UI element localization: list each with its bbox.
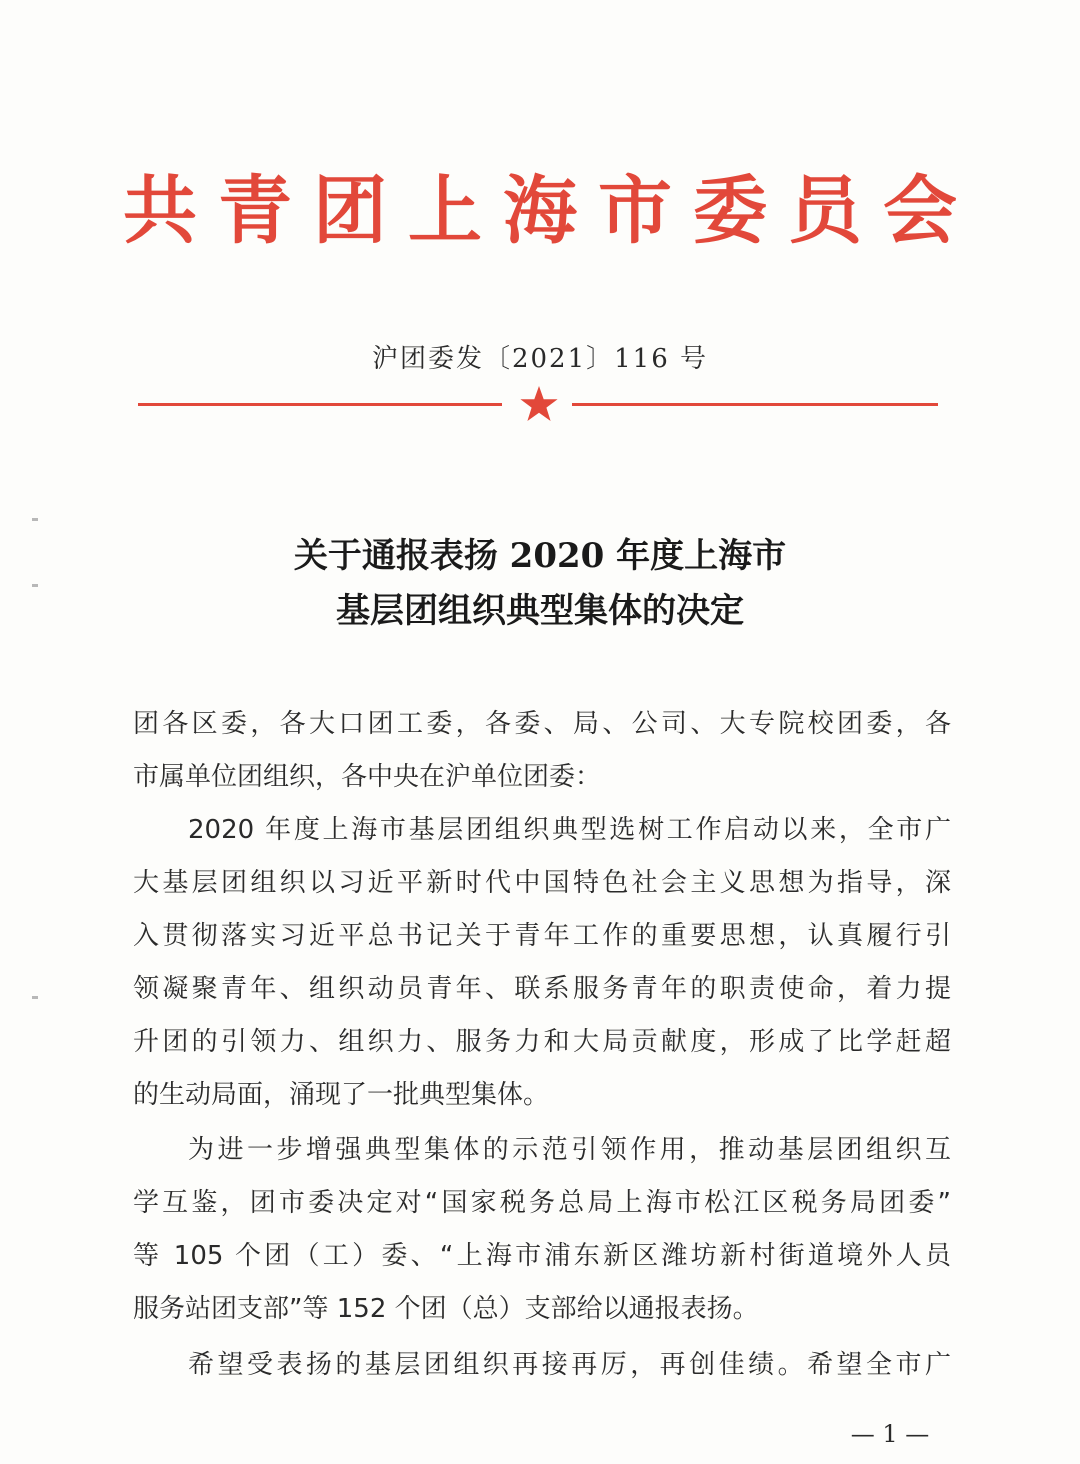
masthead-char: 市 bbox=[598, 168, 672, 254]
body-line: 等 105 个团（工）委、“上海市浦东新区潍坊新村街道境外人员 bbox=[133, 1241, 951, 1271]
body-line: 学互鉴，团市委决定对“国家税务总局上海市松江区税务局团委” bbox=[133, 1188, 951, 1218]
scan-artifact-mark bbox=[32, 518, 38, 521]
body-line: 大基层团组织以习近平新时代中国特色社会主义思想为指导，深 bbox=[133, 868, 951, 898]
masthead-char: 共 bbox=[123, 168, 197, 254]
scan-artifact-mark bbox=[32, 584, 38, 587]
document-title-line-1: 关于通报表扬 2020 年度上海市 bbox=[293, 536, 787, 576]
body-line: 市属单位团组织，各中央在沪单位团委： bbox=[133, 762, 602, 792]
masthead-char: 员 bbox=[788, 168, 862, 254]
body-line: 入贯彻落实习近平总书记关于青年工作的重要思想，认真履行引 bbox=[133, 921, 951, 951]
star-shape bbox=[520, 386, 557, 421]
body-line: 升团的引领力、组织力、服务力和大局贡献度，形成了比学赶超 bbox=[133, 1027, 951, 1057]
document-number: 沪团委发〔2021〕116 号 bbox=[371, 344, 709, 374]
scan-artifact-mark bbox=[32, 996, 38, 999]
body-line: 团各区委，各大口团工委，各委、局、公司、大专院校团委，各 bbox=[133, 709, 951, 739]
body-line: 服务站团支部”等 152 个团（总）支部给以通报表扬。 bbox=[133, 1294, 759, 1324]
red-divider-right bbox=[572, 403, 938, 406]
red-divider-left bbox=[138, 403, 502, 406]
masthead-char: 委 bbox=[693, 168, 767, 254]
body-line: 领凝聚青年、组织动员青年、联系服务青年的职责使命，着力提 bbox=[133, 974, 951, 1004]
masthead-organization-name bbox=[120, 160, 960, 254]
masthead-char: 上 bbox=[408, 168, 482, 254]
body-line: 的生动局面，涌现了一批典型集体。 bbox=[133, 1080, 550, 1110]
page-number: — 1 — bbox=[850, 1420, 930, 1448]
body-line: 为进一步增强典型集体的示范引领作用，推动基层团组织互 bbox=[188, 1135, 951, 1165]
masthead-char: 会 bbox=[883, 168, 957, 254]
masthead-char: 海 bbox=[503, 168, 577, 254]
masthead-char: 团 bbox=[313, 168, 387, 254]
body-line: 希望受表扬的基层团组织再接再厉，再创佳绩。希望全市广 bbox=[188, 1350, 951, 1380]
red-star-icon bbox=[519, 384, 559, 424]
body-line: 2020 年度上海市基层团组织典型选树工作启动以来，全市广 bbox=[188, 815, 951, 845]
masthead-char: 青 bbox=[218, 168, 292, 254]
document-title-line-2: 基层团组织典型集体的决定 bbox=[336, 591, 744, 631]
